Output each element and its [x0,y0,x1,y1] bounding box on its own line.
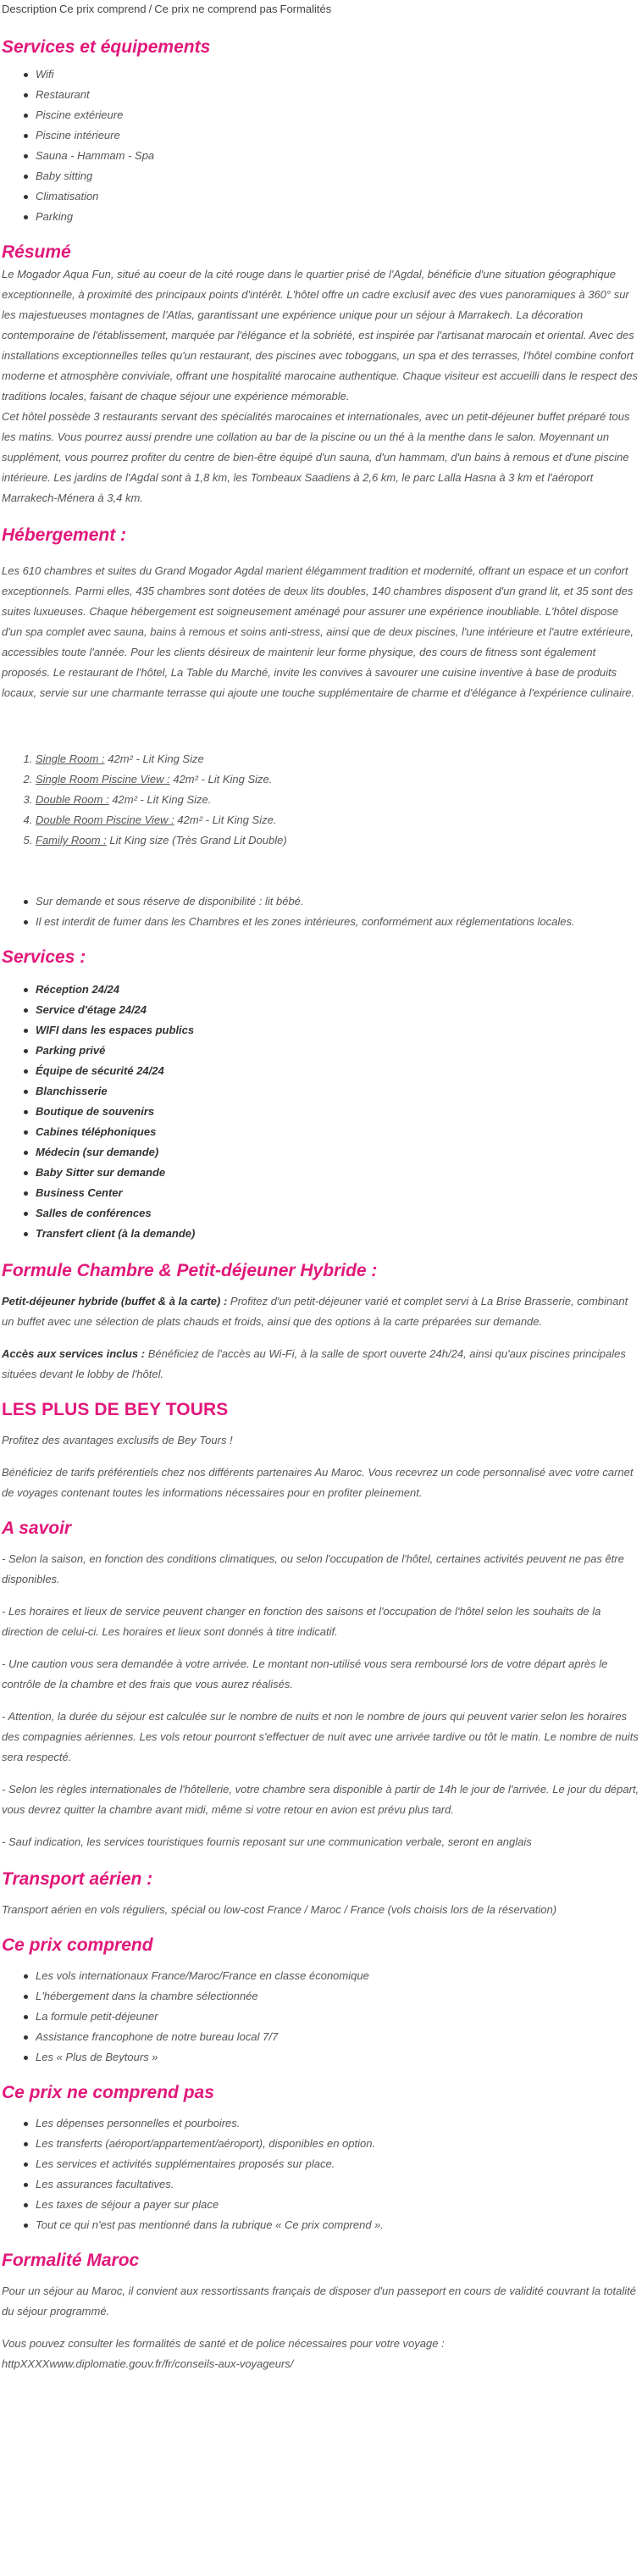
list-item: Les taxes de séjour a payer sur place [36,2195,640,2215]
tab-bar: Description Ce prix comprend / Ce prix ne comprend pas Formalités [2,3,332,15]
list-item: Les « Plus de Beytours » [36,2047,640,2068]
hebergement-title: Hébergement : [2,525,127,545]
ne-comprend-title: Ce prix ne comprend pas [2,2083,214,2102]
list-item: La formule petit-déjeuner [36,2007,640,2027]
savoir-item: - Les horaires et lieux de service peuvent changer en fonction des saisons et l'occupation de l'hôtel selon les souhaits de la direction de celui-ci. Les horaires et lieux sont donnés à titre indicatif. [2,1605,601,1638]
room-item: 3. Double Room : 42m² - Lit King Size. [36,790,640,810]
list-item: WIFI dans les espaces publics [36,1020,640,1041]
list-item: Sur demande et sous réserve de disponibilité : lit bébé. [36,891,640,912]
room-link[interactable]: Double Room Piscine View : [36,813,174,826]
services-equipements-list [2,64,640,227]
room-link[interactable]: Single Room Piscine View : [36,773,170,786]
hebergement-paragraph: Les 610 chambres et suites du Grand Mogador Agdal marient élégamment tradition et modernité, offrant un espace et un confort exceptionnels. Parmi elles, 435 chambres sont dotées de deux lits doubles, 140 chambres disposent d'un grand lit, et 35 sont des suites luxueuses. Chaque hébergement est soigneusement aménagé pour assurer une expérience inoubliable. L'hôtel dispose d'un spa complet avec sauna, bains à remous et soins anti-stress, ainsi que de deux piscines, l'une intérieure et l'autre extérieure, accessibles toute l'année. Pour les clients désireux de maintenir leur forme physique, des cours de fitness sont également proposés. Le restaurant de l'hôtel, La Table du Marché, invite les convives à savourer une cuisine inventive à base de produits locaux, servie sur une charmante terrasse qui ajoute une touche supplémentaire de charme et d'élégance à l'expérience culinaire. [2,564,635,699]
list-item: Équipe de sécurité 24/24 [36,1061,640,1081]
list-item: Parking [36,207,640,227]
room-item: 5. Family Room : Lit King size (Très Grand Lit Double) [36,830,640,851]
room-link[interactable]: Family Room : [36,834,107,847]
tab-description[interactable]: Description [2,3,58,15]
tab-ce-prix-comprend[interactable]: Ce prix comprend [59,3,147,15]
list-item: Baby sitting [36,166,640,186]
formule-paragraph-1: Petit-déjeuner hybride (buffet & à la carte) : Profitez d'un petit-déjeuner varié et complet servi à La Brise Brasserie, combinant un buffet avec une sélection de plats chauds et froids, ainsi que des options à la carte préparées sur demande. [2,1295,628,1328]
savoir-item: - Selon la saison, en fonction des conditions climatiques, ou selon l'occupation de l'hôtel, certaines activités peuvent ne pas être disponibles. [2,1552,624,1585]
list-item: Médecin (sur demande) [36,1142,640,1163]
ne-comprend-list [2,2113,640,2235]
formule-title: Formule Chambre & Petit-déjeuner Hybride : [2,1261,378,1280]
list-item: Parking privé [36,1041,640,1061]
formalite-paragraph-1: Pour un séjour au Maroc, il convient aux ressortissants français de disposer d'un passeport en cours de validité couvrant la totalité du séjour programmé. [2,2285,636,2318]
list-item: Les assurances facultatives. [36,2174,640,2195]
plus-paragraph-1: Profitez des avantages exclusifs de Bey Tours ! [2,1434,233,1446]
list-item: Les vols internationaux France/Maroc/France en classe économique [36,1966,640,1986]
savoir-item: - Sauf indication, les services touristiques fournis reposant sur une communication verbale, seront en anglais [2,1835,532,1848]
transport-paragraph: Transport aérien en vols réguliers, spécial ou low-cost France / Maroc / France (vols choisis lors de la réservation) [2,1903,557,1916]
room-link[interactable]: Double Room : [36,793,109,806]
formule-paragraph-2: Accès aux services inclus : Bénéficiez de l'accès au Wi-Fi, à la salle de sport ouverte 24h/24, ainsi qu'aux piscines principales situées devant le lobby de l'hôtel. [2,1347,626,1380]
services-title: Services : [2,947,86,967]
list-item: Les dépenses personnelles et pourboires. [36,2113,640,2134]
tab-ce-prix-ne-comprend-pas[interactable]: Ce prix ne comprend pas [154,3,278,15]
formalite-title: Formalité Maroc [2,2251,140,2270]
list-item: Business Center [36,1183,640,1203]
comprend-list [2,1966,640,2068]
room-item: 1. Single Room : 42m² - Lit King Size [36,749,640,769]
list-item: Il est interdit de fumer dans les Chambres et les zones intérieures, conformément aux réglementations locales. [36,912,640,932]
savoir-item: - Selon les règles internationales de l'hôtellerie, votre chambre sera disponible à partir de 14h le jour de l'arrivée. Le jour du départ, vous devrez quitter la chambre avant midi, même si votre retour en avion est prévu plus tard. [2,1783,639,1816]
list-item: Cabines téléphoniques [36,1122,640,1142]
comprend-title: Ce prix comprend [2,1935,153,1955]
room-link[interactable]: Single Room : [36,752,105,765]
list-item: Boutique de souvenirs [36,1102,640,1122]
list-item: L'hébergement dans la chambre sélectionnée [36,1986,640,2007]
list-item: Blanchisserie [36,1081,640,1102]
plus-paragraph-2: Bénéficiez de tarifs préférentiels chez nos différents partenaires Au Maroc. Vous recevrez un code personnalisé avec votre carnet de voyages contenant toutes les informations nécessaires pour en profiter pleinement. [2,1466,634,1499]
list-item: Baby Sitter sur demande [36,1163,640,1183]
services-list [2,980,640,1244]
list-item: Restaurant [36,85,640,105]
list-item: Tout ce qui n'est pas mentionné dans la rubrique « Ce prix comprend ». [36,2215,640,2235]
list-item: Les transferts (aéroport/appartement/aéroport), disponibles en option. [36,2134,640,2154]
room-item: 4. Double Room Piscine View : 42m² - Lit King Size. [36,810,640,830]
transport-title: Transport aérien : [2,1869,153,1889]
resume-paragraph-2: Cet hôtel possède 3 restaurants servant des spécialités marocaines et internationales, avec un petit-déjeuner buffet préparé tous les matins. Vous pourrez aussi prendre une collation au bar de la piscine ou un thé à la menthe dans le salon. Moyennant un supplément, vous pourrez profiter du centre de bien-être équipé d'un sauna, d'un hammam, d'un bains à remous et d'une piscine intérieure. Les jardins de l'Agdal sont à 1,8 km, les Tombeaux Saadiens à 2,6 km, le parc Lalla Hasna à 3 km et l'aéroport Marrakech-Ménera à 3,4 km. [2,410,630,504]
services-equipements-title: Services et équipements [2,37,211,57]
tab-formalites[interactable]: Formalités [279,3,332,15]
list-item: Assistance francophone de notre bureau local 7/7 [36,2027,640,2047]
list-item: Salles de conférences [36,1203,640,1224]
plus-title: LES PLUS DE BEY TOURS [2,1400,229,1419]
resume-title: Résumé [2,242,71,262]
list-item: Piscine extérieure [36,105,640,125]
formalite-link[interactable]: httpXXXXwww.diplomatie.gouv.fr/fr/conseils-aux-voyageurs/ [2,2357,294,2370]
list-item: Service d'étage 24/24 [36,1000,640,1020]
resume-paragraph-1: Le Mogador Aqua Fun, situé au coeur de la cité rouge dans le quartier prisé de l'Agdal, bénéficie d'une situation géographique exceptionnelle, à proximité des principaux points d'intérêt. L'hôtel offre un cadre exclusif avec des vues panoramiques à 360° sur les majestueuses montagnes de l'Atlas, garantissant une expérience unique pour un séjour à Marrakech. La décoration contemporaine de l'établissement, marquée par l'élégance et la sobriété, est inspirée par l'artisanat marocain et oriental. Avec des installations exceptionnelles telles qu'un restaurant, des piscines avec toboggans, un spa et des terrasses, l'hôtel combine confort moderne et atmosphère conviviale, offrant une hospitalité marocaine authentique. Chaque visiteur est accueilli dans le respect des traditions locales, faisant de chaque séjour une expérience mémorable. [2,268,638,402]
list-item: Transfert client (à la demande) [36,1224,640,1244]
list-item: Réception 24/24 [36,980,640,1000]
list-item: Les services et activités supplémentaires proposés sur place. [36,2154,640,2174]
room-item: 2. Single Room Piscine View : 42m² - Lit King Size. [36,769,640,790]
savoir-item: - Une caution vous sera demandée à votre arrivée. Le montant non-utilisé vous sera remboursé lors de votre départ après le contrôle de la chambre et des frais que vous aurez réalisés. [2,1657,608,1690]
list-item: Sauna - Hammam - Spa [36,146,640,166]
room-list [2,749,640,851]
list-item: Climatisation [36,186,640,207]
list-item: Wifi [36,64,640,85]
list-item: Piscine intérieure [36,125,640,146]
savoir-title: A savoir [2,1518,72,1538]
formalite-paragraph-2: Vous pouvez consulter les formalités de santé et de police nécessaires pour votre voyage : [2,2337,445,2350]
savoir-item: - Attention, la durée du séjour est calculée sur le nombre de nuits et non le nombre de jours qui peuvent varier selon les horaires des compagnies aériennes. Les vols retour pourront s'effectuer de nuit avec une arrivée tardive ou tôt le matin. Le nombre de nuits sera respecté. [2,1710,639,1763]
hebergement-notes [2,891,640,932]
